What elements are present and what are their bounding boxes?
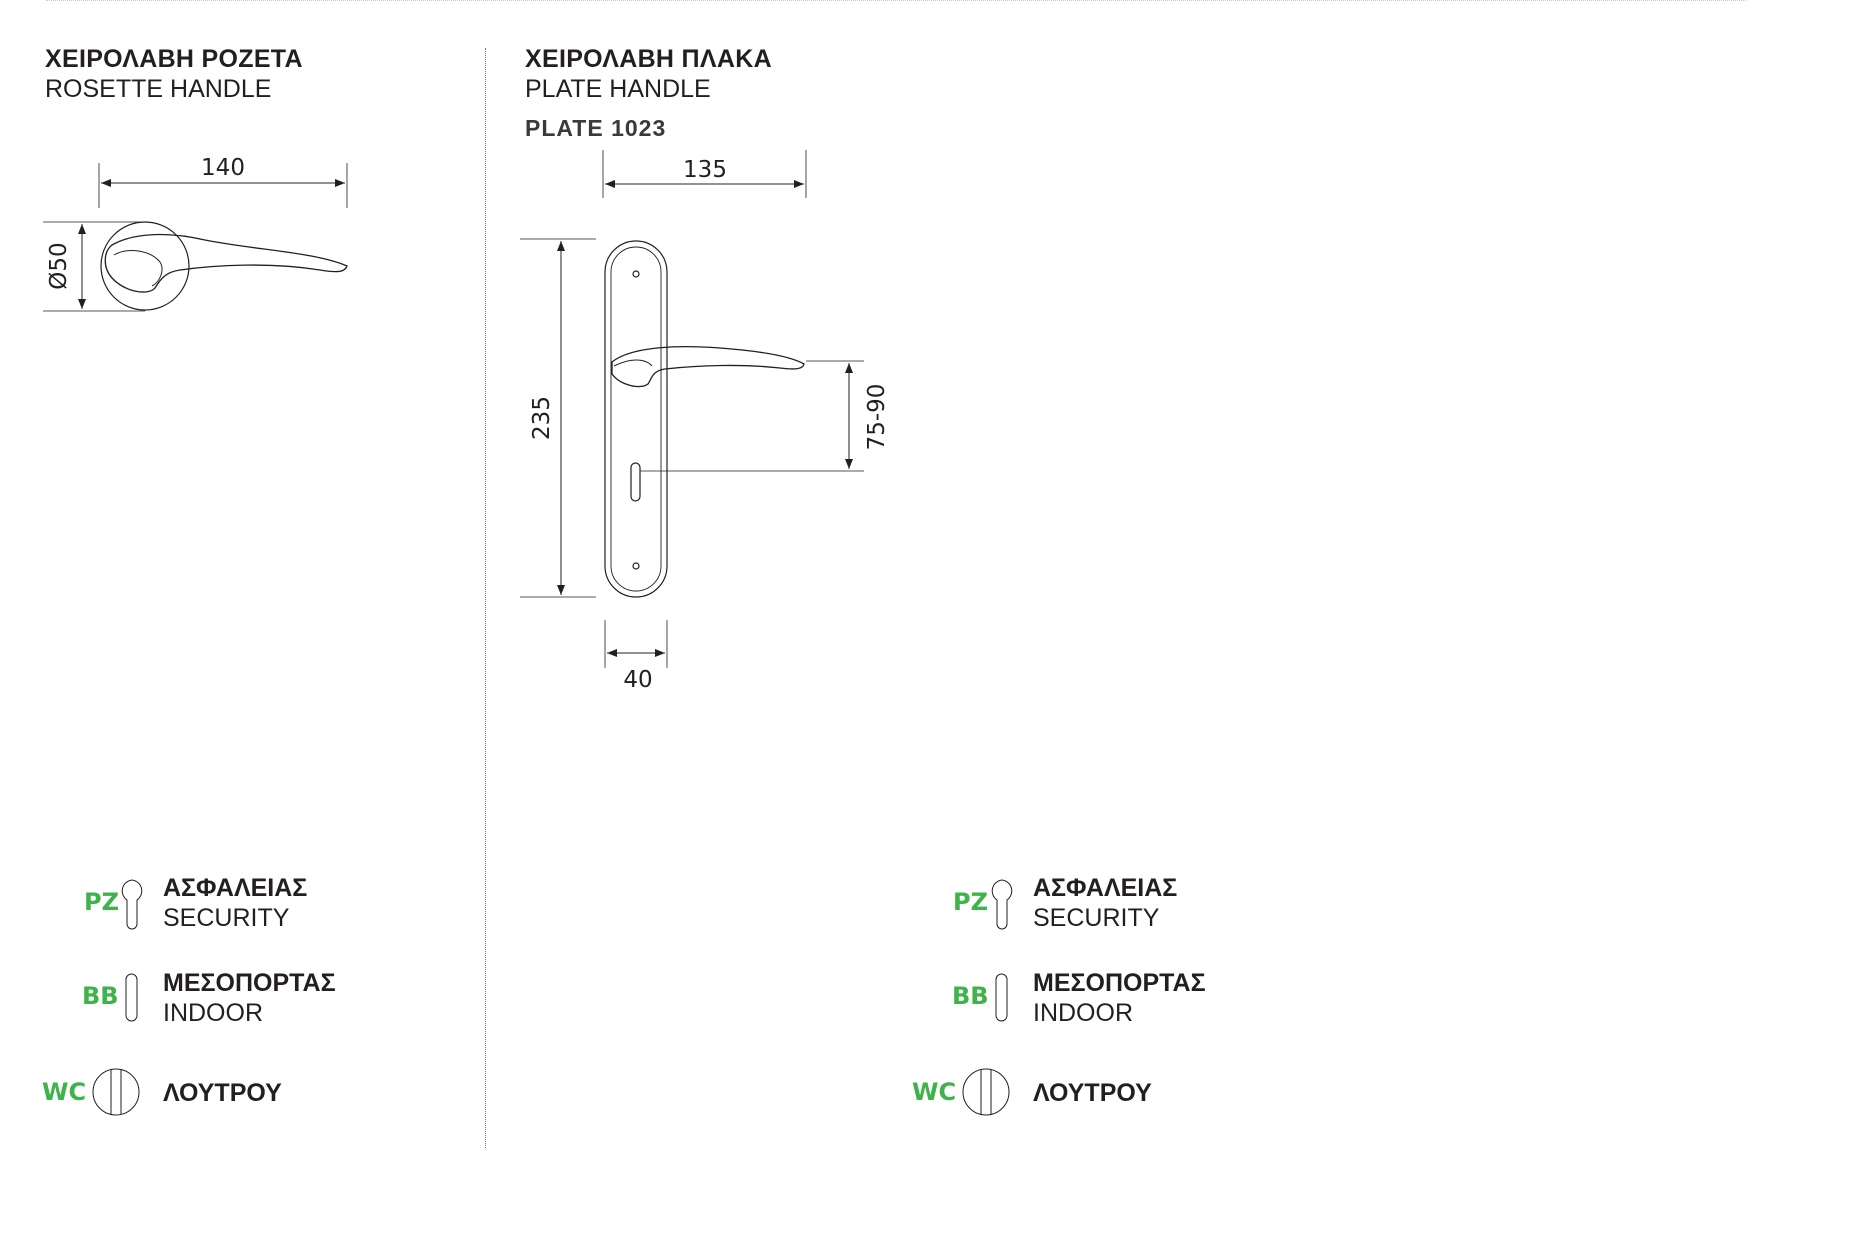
legend-code-wc: WC xyxy=(42,1078,87,1106)
slot-keyhole-icon xyxy=(992,972,1012,1024)
plate-distance-dim: 75-90 xyxy=(864,383,890,451)
euro-profile-keyhole-icon xyxy=(117,878,147,930)
legend-label-en-security: SECURITY xyxy=(163,904,290,932)
plate-width-dim: 40 xyxy=(623,667,653,693)
plate-handle-drawing xyxy=(520,150,864,668)
legend-label-gr-indoor: ΜΕΣΟΠΟΡΤΑΣ xyxy=(163,969,336,997)
legend-label-gr-security: ΑΣΦΑΛΕΙΑΣ xyxy=(163,874,308,902)
rosette-title-greek: ΧΕΙΡΟΛΑΒΗ ΡΟΖΕΤΑ xyxy=(45,45,303,73)
legend-label-gr-wc: ΛΟΥΤΡΟΥ xyxy=(163,1079,282,1107)
legend-code-pz: PZ xyxy=(953,888,988,916)
legend-code-bb: BB xyxy=(82,982,119,1010)
wc-turn-icon xyxy=(961,1067,1011,1117)
rosette-length-dim: 140 xyxy=(201,155,245,181)
legend-label-en-indoor: INDOOR xyxy=(1033,999,1133,1027)
euro-profile-keyhole-icon xyxy=(987,878,1017,930)
plate-title-english: PLATE HANDLE xyxy=(525,75,711,103)
legend-code-wc: WC xyxy=(912,1078,957,1106)
plate-length-dim: 135 xyxy=(683,157,727,183)
legend-label-en-security: SECURITY xyxy=(1033,904,1160,932)
legend-label-gr-security: ΑΣΦΑΛΕΙΑΣ xyxy=(1033,874,1178,902)
plate-title-greek: ΧΕΙΡΟΛΑΒΗ ΠΛΑΚΑ xyxy=(525,45,772,73)
plate-model-label: PLATE 1023 xyxy=(525,115,667,141)
legend-label-gr-wc: ΛΟΥΤΡΟΥ xyxy=(1033,1079,1152,1107)
rosette-diameter-dim: Ø50 xyxy=(46,242,72,290)
slot-keyhole-icon xyxy=(122,972,142,1024)
legend-label-en-indoor: INDOOR xyxy=(163,999,263,1027)
rosette-title-english: ROSETTE HANDLE xyxy=(45,75,272,103)
plate-height-dim: 235 xyxy=(529,396,555,440)
legend-code-bb: BB xyxy=(952,982,989,1010)
legend-code-pz: PZ xyxy=(84,888,119,916)
rosette-handle-drawing xyxy=(43,163,347,311)
wc-turn-icon xyxy=(91,1067,141,1117)
legend-label-gr-indoor: ΜΕΣΟΠΟΡΤΑΣ xyxy=(1033,969,1206,997)
